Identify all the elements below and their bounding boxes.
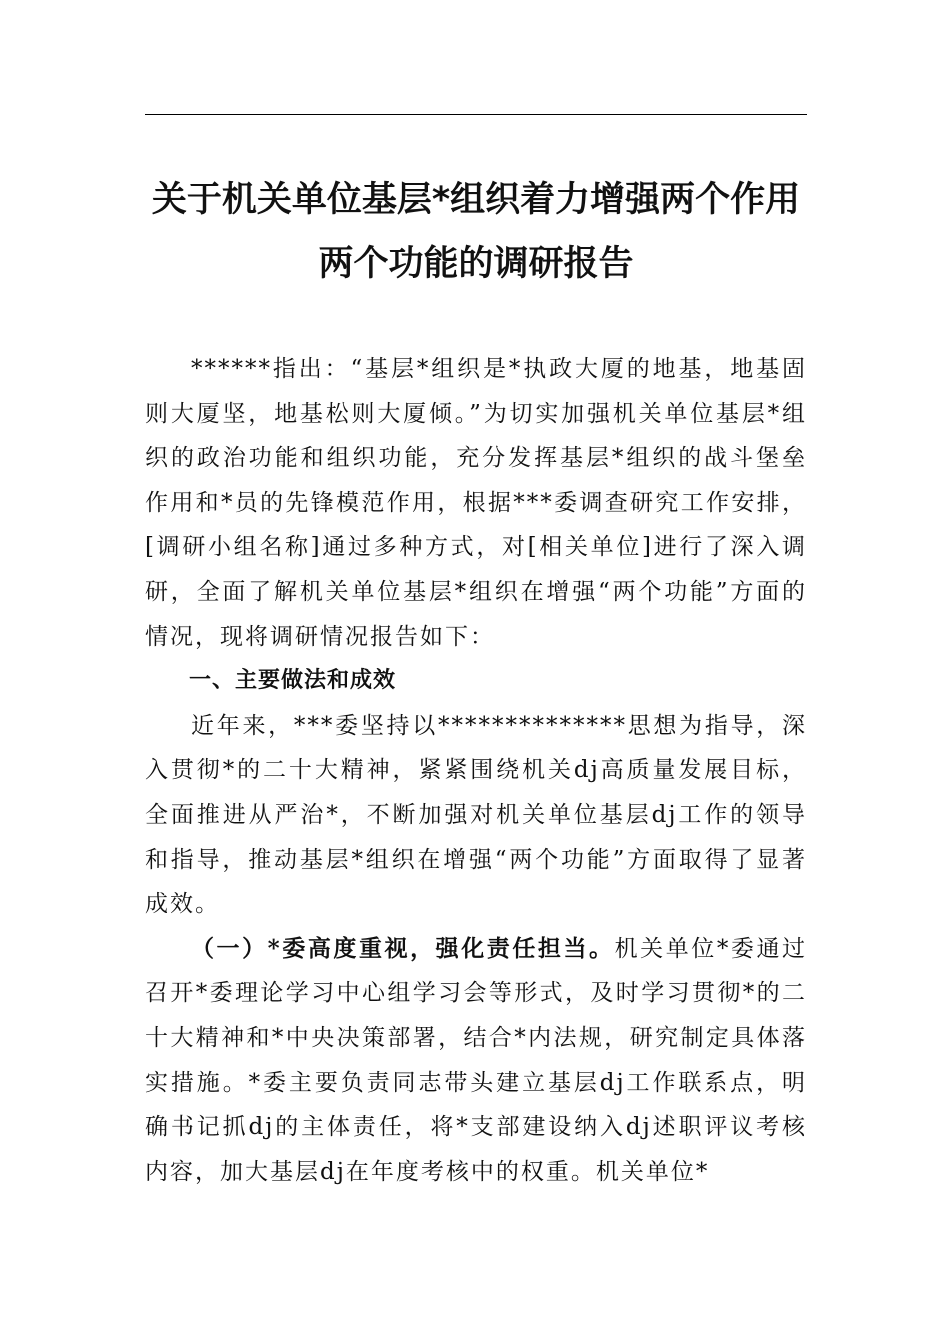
header-rule [145, 114, 807, 115]
title-line-1: 关于机关单位基层*组织着力增强两个作用 [151, 180, 801, 220]
section-paragraph-1: 近年来，***委坚持以**************思想为指导，深入贯彻*的二十大精神，紧紧围绕机关dj高质量发展目标，全面推进从严治*，不断加强对机关单位基层dj工作的领导和指导，推动基层*组织在增强“两个功能”方面取得了显著成效。 [145, 712, 807, 918]
subsection-lead: （一）*委高度重视，强化责任担当。 [191, 934, 615, 962]
title-line-2: 两个功能的调研报告 [318, 244, 634, 284]
subsection-paragraph-1 [145, 927, 807, 1195]
document-body [145, 347, 807, 1194]
subsection-text: 机关单位*委通过召开*委理论学习中心组学习会等形式，及时学习贯彻*的二十大精神和*中央决策部署，结合*内法规，研究制定具体落实措施。*委主要负责同志带头建立基层dj工作联系点，明确书记抓dj的主体责任，将*支部建设纳入dj述职评议考核内容，加大基层dj在年度考核中的权重。机关单位* [145, 935, 808, 1185]
section-heading-1: 一、主要做法和成效 [189, 668, 397, 694]
document-title [140, 168, 812, 296]
intro-paragraph: ******指出：“基层*组织是*执政大厦的地基，地基固则大厦坚，地基松则大厦倾。”为切实加强机关单位基层*组织的政治功能和组织功能，充分发挥基层*组织的战斗堡垒作用和*员的先锋模范作用，根据***委调查研究工作安排，[调研小组名称]通过多种方式，对[相关单位]进行了深入调研，全面了解机关单位基层*组织在增强“两个功能”方面的情况，现将调研情况报告如下： [145, 356, 807, 650]
